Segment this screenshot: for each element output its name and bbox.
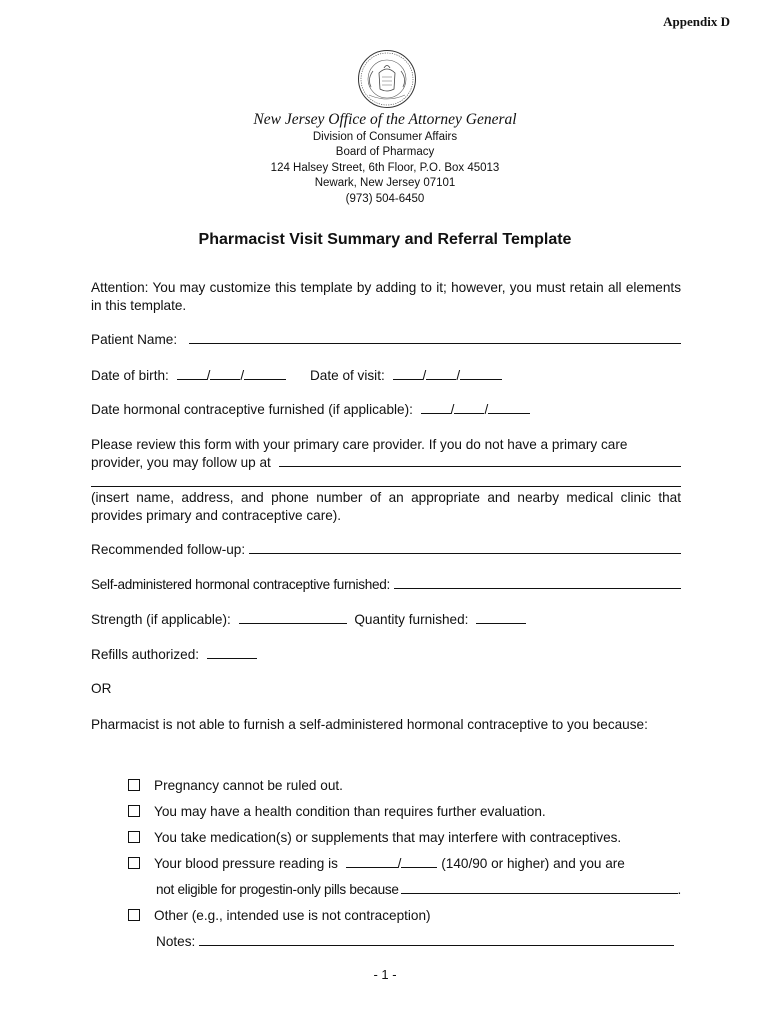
recommended-label: Recommended follow-up: <box>91 542 246 557</box>
review-line-1: Please review this form with your primary care provider. If you do not have a primary care <box>91 437 628 452</box>
date-hc-row: Date hormonal contraceptive furnished (if applicable): / / <box>91 401 681 419</box>
review-line-2 <box>91 454 681 472</box>
dates-row: Date of birth: / / Date of visit: / / <box>91 367 681 385</box>
notes-label: Notes: <box>156 934 196 949</box>
self-admin-label: Self-administered hormonal contraceptive furnished: <box>91 577 391 592</box>
medication-checkbox[interactable] <box>128 831 140 843</box>
strength-row <box>91 611 681 629</box>
state-seal-icon <box>357 49 417 109</box>
hc-year-field[interactable] <box>488 401 530 414</box>
visit-month-field[interactable] <box>393 367 423 380</box>
refills-label: Refills authorized: <box>91 647 200 662</box>
notes-field[interactable] <box>199 933 674 946</box>
patient-name-row <box>91 331 681 349</box>
dob-day-field[interactable] <box>210 367 240 380</box>
quantity-label: Quantity furnished: <box>354 612 469 627</box>
progestin-reason-field[interactable] <box>401 881 678 894</box>
agency-name: New Jersey Office of the Attorney General <box>253 111 517 128</box>
health-label: You may have a health condition than requires further evaluation. <box>154 804 546 819</box>
follow-up-clinic-field-2[interactable] <box>91 472 681 487</box>
reason-health <box>128 803 688 821</box>
strength-field[interactable] <box>239 611 347 624</box>
refills-field[interactable] <box>207 646 257 659</box>
health-checkbox[interactable] <box>128 805 140 817</box>
dob-year-field[interactable] <box>244 367 286 380</box>
recommended-row <box>91 541 681 559</box>
self-admin-field[interactable] <box>394 576 681 589</box>
page-number: - 1 - <box>373 967 397 982</box>
attention-paragraph: Attention: You may customize this template by adding to it; however, you must retain all elements in this template. <box>91 280 681 313</box>
patient-name-label: Patient Name: <box>91 332 178 347</box>
bp-systolic-field[interactable] <box>346 855 398 868</box>
or-label: OR <box>91 681 112 696</box>
dob-label: Date of birth: <box>91 368 169 383</box>
recommended-field[interactable] <box>249 541 681 554</box>
other-checkbox[interactable] <box>128 909 140 921</box>
agency-street: 124 Halsey Street, 6th Floor, P.O. Box 45013 <box>270 162 500 174</box>
reason-pregnancy <box>128 777 688 795</box>
agency-division: Division of Consumer Affairs <box>312 131 458 143</box>
notes-row <box>156 933 674 951</box>
reason-medication <box>128 829 688 847</box>
reason-blood-pressure: Your blood pressure reading is / (140/90 or higher) and you are <box>128 855 688 873</box>
visit-day-field[interactable] <box>426 367 456 380</box>
other-label: Other (e.g., intended use is not contraception) <box>154 908 431 923</box>
not-able-paragraph: Pharmacist is not able to furnish a self-administered hormonal contraceptive to you because: <box>91 717 648 732</box>
blood-pressure-checkbox[interactable] <box>128 857 140 869</box>
review-follow-label: provider, you may follow up at <box>91 455 271 470</box>
bp-label-c: not eligible for progestin-only pills because <box>156 882 399 897</box>
dob-month-field[interactable] <box>177 367 207 380</box>
date-hc-label: Date hormonal contraceptive furnished (if applicable): <box>91 402 413 417</box>
self-admin-row <box>91 576 681 594</box>
hc-month-field[interactable] <box>421 401 451 414</box>
agency-city: Newark, New Jersey 07101 <box>314 177 456 189</box>
pregnancy-label: Pregnancy cannot be ruled out. <box>154 778 343 793</box>
reason-blood-pressure-cont: not eligible for progestin-only pills because . <box>156 882 681 897</box>
hc-day-field[interactable] <box>454 401 484 414</box>
agency-phone: (973) 504-6450 <box>345 193 425 205</box>
reason-other <box>128 907 688 925</box>
date-visit-label: Date of visit: <box>309 368 385 383</box>
bp-diastolic-field[interactable] <box>401 855 437 868</box>
appendix-label: Appendix D <box>663 14 730 29</box>
visit-year-field[interactable] <box>460 367 502 380</box>
bp-label-a: Your blood pressure reading is <box>154 856 338 871</box>
bp-label-b: (140/90 or higher) and you are <box>441 856 625 871</box>
pregnancy-checkbox[interactable] <box>128 779 140 791</box>
follow-up-clinic-field[interactable] <box>279 454 681 467</box>
quantity-field[interactable] <box>476 611 526 624</box>
insert-note: (insert name, address, and phone number of an appropriate and nearby medical clinic that provides primary and contraceptive care). <box>91 490 681 523</box>
page-title: Pharmacist Visit Summary and Referral Template <box>198 231 572 248</box>
strength-label: Strength (if applicable): <box>91 612 231 627</box>
medication-label: You take medication(s) or supplements that may interfere with contraceptives. <box>154 830 622 845</box>
refills-row <box>91 646 681 664</box>
patient-name-field[interactable] <box>189 331 681 344</box>
agency-board: Board of Pharmacy <box>335 146 435 158</box>
